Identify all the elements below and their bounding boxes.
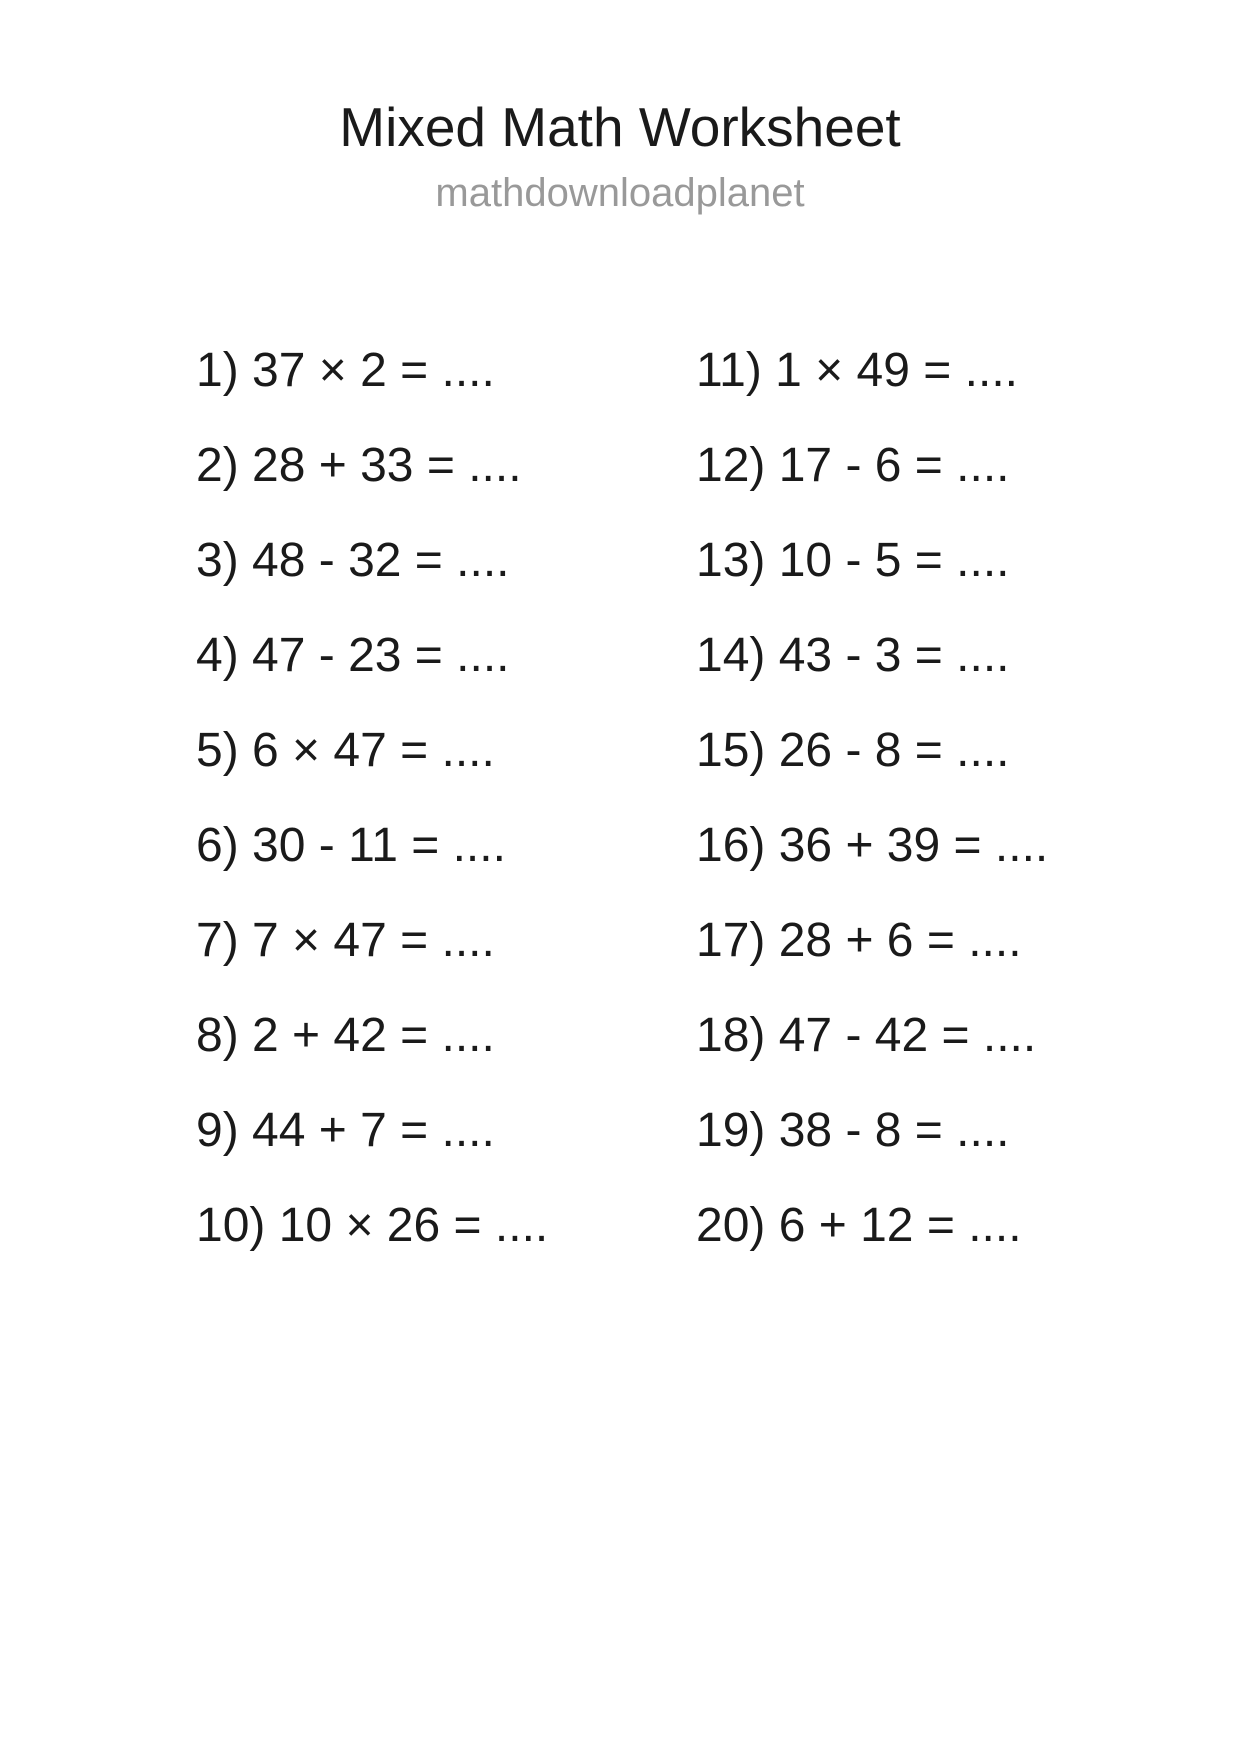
problem-item-3: 3) 48 - 32 = ....: [196, 534, 510, 587]
problem-item-13: 13) 10 - 5 = ....: [696, 534, 1010, 587]
problem-item-7: 7) 7 × 47 = ....: [196, 914, 495, 967]
problems-column-right: [696, 323, 1048, 1273]
problem-item-15: 15) 26 - 8 = ....: [696, 724, 1010, 777]
problem-item-10: 10) 10 × 26 = ....: [196, 1199, 549, 1252]
problem-item-6: 6) 30 - 11 = ....: [196, 819, 506, 872]
problem-item-9: 9) 44 + 7 = ....: [196, 1104, 495, 1157]
problem-item-18: 18) 47 - 42 = ....: [696, 1009, 1037, 1062]
problem-item-17: 17) 28 + 6 = ....: [696, 914, 1022, 967]
problem-item-12: 12) 17 - 6 = ....: [696, 439, 1010, 492]
problem-item-2: 2) 28 + 33 = ....: [196, 439, 522, 492]
worksheet-header: [0, 96, 1240, 215]
problem-item-1: 1) 37 × 2 = ....: [196, 344, 495, 397]
problem-item-14: 14) 43 - 3 = ....: [696, 629, 1010, 682]
problem-item-4: 4) 47 - 23 = ....: [196, 629, 510, 682]
problem-item-20: 20) 6 + 12 = ....: [696, 1199, 1022, 1252]
problems-column-left: [196, 323, 548, 1273]
problem-item-5: 5) 6 × 47 = ....: [196, 724, 495, 777]
problem-item-8: 8) 2 + 42 = ....: [196, 1009, 495, 1062]
problem-item-11: 11) 1 × 49 = ....: [696, 344, 1018, 397]
problem-item-16: 16) 36 + 39 = ....: [696, 819, 1049, 872]
page-title: Mixed Math Worksheet: [339, 96, 901, 158]
problem-item-19: 19) 38 - 8 = ....: [696, 1104, 1010, 1157]
brand-subtitle: mathdownloadplanet: [435, 171, 805, 215]
